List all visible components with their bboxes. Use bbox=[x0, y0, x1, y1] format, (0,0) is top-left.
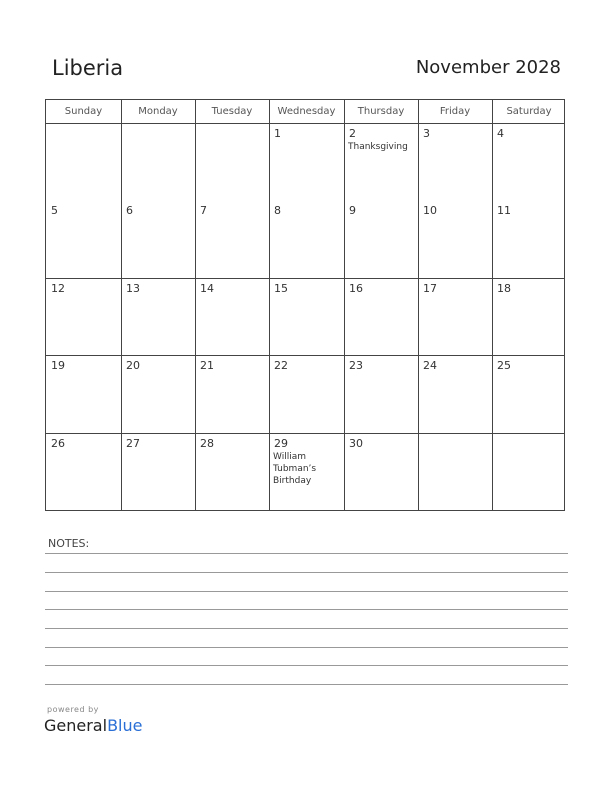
weekday-label: Monday bbox=[138, 106, 178, 117]
day-number: 20 bbox=[126, 359, 140, 372]
day-number: 5 bbox=[51, 204, 58, 217]
weekday-label: Sunday bbox=[64, 106, 103, 117]
day-number: 6 bbox=[126, 204, 133, 217]
grid-vertical-line bbox=[195, 100, 196, 510]
day-cell bbox=[269, 201, 344, 279]
holiday-label: Thanksgiving bbox=[348, 142, 408, 152]
day-cell bbox=[121, 279, 195, 356]
day-number: 4 bbox=[497, 127, 504, 140]
day-cell bbox=[269, 356, 344, 434]
day-cell bbox=[46, 201, 121, 279]
weekday-label: Wednesday bbox=[277, 106, 336, 117]
day-number: 23 bbox=[349, 359, 363, 372]
day-number: 28 bbox=[200, 437, 214, 450]
day-number: 24 bbox=[423, 359, 437, 372]
day-number: 13 bbox=[126, 282, 140, 295]
day-cell bbox=[344, 434, 418, 511]
day-cell bbox=[121, 201, 195, 279]
calendar-month-title: November 2028 bbox=[415, 57, 561, 78]
grid-vertical-line bbox=[418, 100, 419, 510]
day-number: 30 bbox=[349, 437, 363, 450]
weekday-label: Tuesday bbox=[211, 106, 253, 117]
day-number: 18 bbox=[497, 282, 511, 295]
day-cell bbox=[46, 124, 121, 201]
day-cell bbox=[46, 434, 121, 511]
day-number: 16 bbox=[349, 282, 363, 295]
day-cell bbox=[195, 124, 269, 201]
day-cell bbox=[344, 356, 418, 434]
calendar-grid bbox=[45, 99, 565, 511]
day-cell bbox=[121, 124, 195, 201]
weekday-header-row bbox=[46, 100, 564, 124]
grid-horizontal-line bbox=[46, 278, 564, 279]
grid-vertical-line bbox=[344, 100, 345, 510]
brand-blue: Blue bbox=[107, 716, 143, 735]
note-line bbox=[45, 628, 568, 629]
day-cell bbox=[418, 201, 492, 279]
day-number: 2 bbox=[349, 127, 356, 140]
powered-by-text: powered by bbox=[47, 705, 99, 714]
day-cell bbox=[195, 434, 269, 511]
day-cell bbox=[195, 356, 269, 434]
grid-vertical-line bbox=[121, 100, 122, 510]
day-number: 27 bbox=[126, 437, 140, 450]
day-cell bbox=[344, 201, 418, 279]
day-number: 1 bbox=[274, 127, 281, 140]
day-number: 19 bbox=[51, 359, 65, 372]
day-cell bbox=[269, 434, 344, 511]
day-number: 25 bbox=[497, 359, 511, 372]
day-cell bbox=[492, 124, 565, 201]
day-cell bbox=[418, 279, 492, 356]
note-line bbox=[45, 665, 568, 666]
day-number: 3 bbox=[423, 127, 430, 140]
day-cell bbox=[492, 434, 565, 511]
note-line bbox=[45, 553, 568, 554]
day-cell bbox=[492, 356, 565, 434]
day-cell bbox=[418, 434, 492, 511]
day-cell bbox=[46, 356, 121, 434]
grid-vertical-line bbox=[269, 100, 270, 510]
day-number: 21 bbox=[200, 359, 214, 372]
weekday-label: Thursday bbox=[357, 106, 405, 117]
day-cell bbox=[121, 434, 195, 511]
note-line bbox=[45, 647, 568, 648]
note-line bbox=[45, 572, 568, 573]
day-cell bbox=[195, 279, 269, 356]
day-number: 17 bbox=[423, 282, 437, 295]
day-number: 7 bbox=[200, 204, 207, 217]
note-line bbox=[45, 684, 568, 685]
grid-vertical-line bbox=[492, 100, 493, 510]
day-cell bbox=[492, 279, 565, 356]
grid-horizontal-line bbox=[46, 355, 564, 356]
day-number: 12 bbox=[51, 282, 65, 295]
day-cell bbox=[121, 356, 195, 434]
generalblue-logo bbox=[44, 716, 142, 735]
grid-horizontal-line bbox=[46, 510, 564, 511]
day-cell bbox=[269, 124, 344, 201]
day-cell bbox=[46, 279, 121, 356]
day-cell bbox=[195, 201, 269, 279]
brand-general: General bbox=[44, 716, 108, 735]
weekday-label: Saturday bbox=[506, 106, 552, 117]
day-number: 11 bbox=[497, 204, 511, 217]
day-number: 10 bbox=[423, 204, 437, 217]
notes-label: NOTES: bbox=[48, 537, 90, 550]
day-number: 22 bbox=[274, 359, 288, 372]
day-number: 26 bbox=[51, 437, 65, 450]
day-cell bbox=[418, 124, 492, 201]
day-number: 15 bbox=[274, 282, 288, 295]
day-cell bbox=[269, 279, 344, 356]
day-number: 29 bbox=[274, 437, 288, 450]
day-cell bbox=[492, 201, 565, 279]
weekday-label: Friday bbox=[439, 106, 471, 117]
day-number: 9 bbox=[349, 204, 356, 217]
grid-horizontal-line bbox=[46, 433, 564, 434]
day-number: 8 bbox=[274, 204, 281, 217]
note-line bbox=[45, 591, 568, 592]
note-line bbox=[45, 609, 568, 610]
holiday-label: William Tubman’s Birthday bbox=[273, 452, 317, 486]
day-cell bbox=[344, 279, 418, 356]
day-number: 14 bbox=[200, 282, 214, 295]
calendar-country-title: Liberia bbox=[52, 56, 124, 80]
day-cell bbox=[418, 356, 492, 434]
day-cell bbox=[344, 124, 418, 201]
